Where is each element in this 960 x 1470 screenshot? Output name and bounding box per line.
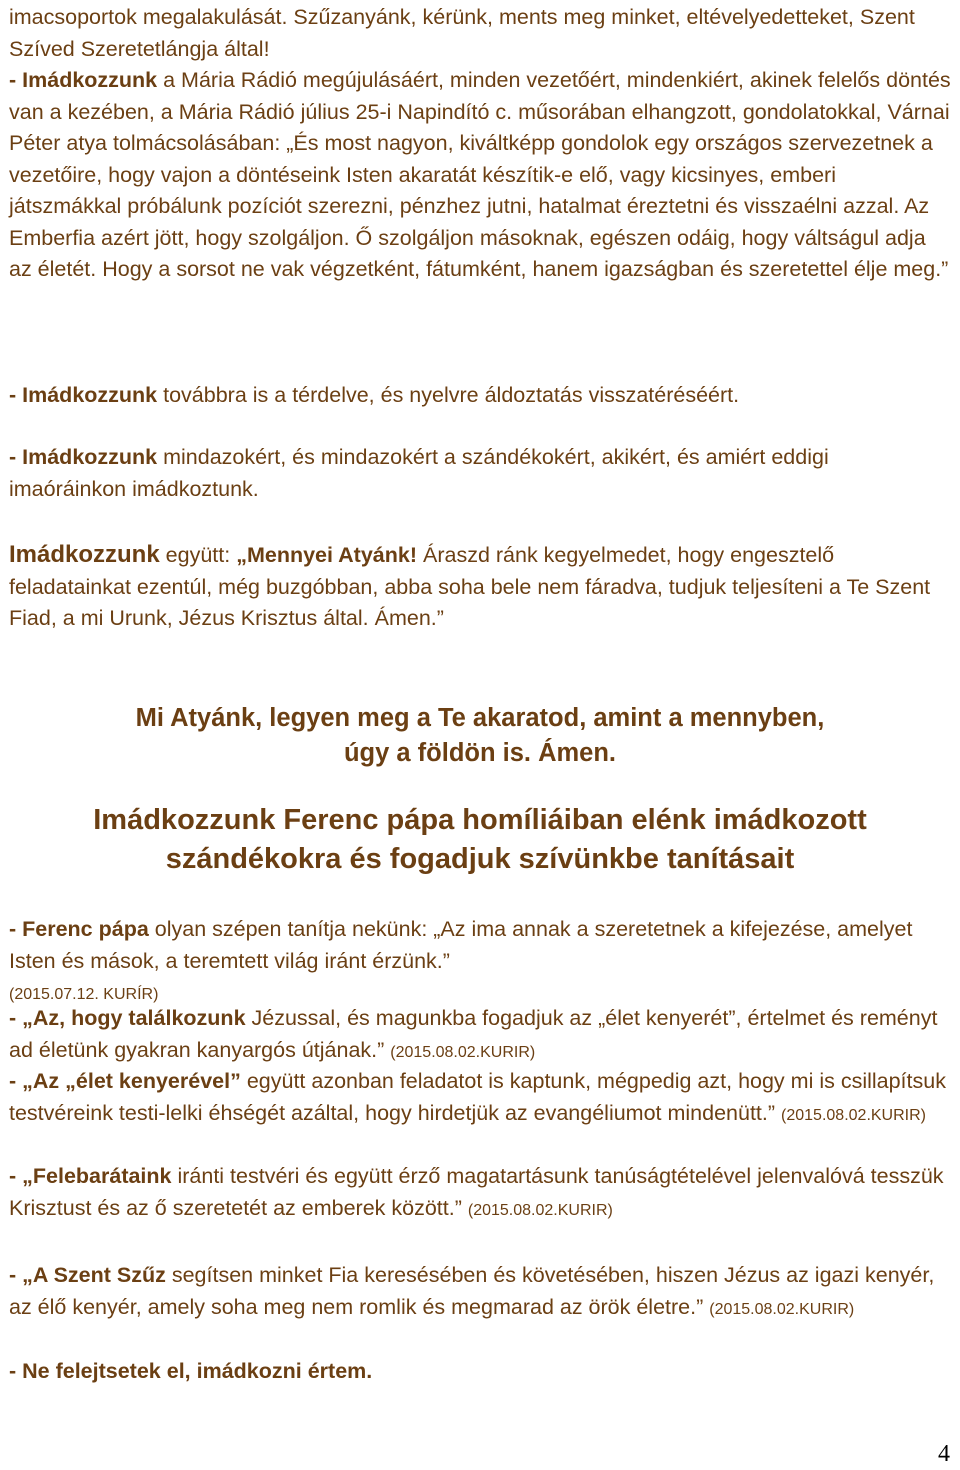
quote-reference: (2015.08.02.KURIR) xyxy=(390,1043,536,1061)
quote-lead: - „A Szent Szűz xyxy=(9,1263,166,1287)
prayer-paragraph-4 xyxy=(9,539,951,635)
quote-text: iránti testvéri és együtt érző magatartásunk tanúságtételével jelenvalóvá tesszük Krisztust és az ő szeretetét az emberek között.” xyxy=(9,1164,944,1220)
quote-1 xyxy=(9,914,951,1011)
quote-text: olyan szépen tanítja nekünk: „Az ima annak a szeretetnek a kifejezése, amelyet Isten és mások, a teremtett világ iránt érzünk.” xyxy=(9,917,913,973)
quote-4 xyxy=(9,1161,951,1226)
keyword-imadkozzunk: - Imádkozzunk xyxy=(9,445,158,469)
intro-paragraph xyxy=(9,2,951,286)
keyword-imadkozzunk: Imádkozzunk xyxy=(9,541,160,568)
prayer-text: együtt: xyxy=(159,543,237,567)
quote-text: együtt azonban feladatot is kaptunk, mégpedig azt, hogy mi is csillapítsuk testvéreink testi-lelki éhségét azáltal, hogy hirdetjük az evangéliumot mindenütt.” xyxy=(9,1069,946,1125)
quote-5 xyxy=(9,1260,951,1325)
quote-reference: (2015.07.12. KURÍR) xyxy=(9,986,159,1003)
title-line: Imádkozzunk Ferenc pápa homíliáiban elénk imádkozott xyxy=(93,804,867,836)
heading-line: úgy a földön is. Ámen. xyxy=(343,739,617,767)
prayer-text: Áraszd ránk kegyelmedet, hogy engesztelő feladatainkat ezentúl, még buzgóbban, abba soha bele nem fáradva, tudjuk teljesíteni a Te Szent Fiad, a mi Urunk, Jézus Krisztus által. Ámen.” xyxy=(9,543,931,630)
quote-lead: - Ferenc pápa xyxy=(9,917,149,941)
quote-reference: (2015.08.02.KURIR) xyxy=(467,1201,613,1219)
section-title xyxy=(0,801,960,879)
heading-line: Mi Atyánk, legyen meg a Te akaratod, amint a mennyben, xyxy=(135,704,825,732)
prayer-text: mindazokért, és mindazokért a szándékokért, akikért, és amiért eddigi imaóráinkon imádkoztunk. xyxy=(9,445,829,501)
prayer-paragraph-2 xyxy=(9,380,951,412)
quote-lead: - „Az „élet kenyerével” xyxy=(9,1069,241,1093)
dash: - xyxy=(9,68,23,92)
quote-lead: - „Az, hogy találkozunk xyxy=(9,1006,246,1030)
quote-text: segítsen minket Fia keresésében és követésében, hiszen Jézus az igazi kenyér, az élő kenyér, amely soha meg nem romlik és megmarad az örök életre.” xyxy=(9,1263,935,1319)
keyword-imadkozzunk: - Imádkozzunk xyxy=(9,383,158,407)
quote-reference: (2015.08.02.KURIR) xyxy=(781,1106,926,1124)
quote-reference: (2015.08.02.KURIR) xyxy=(709,1300,855,1318)
title-line: szándékokra és fogadjuk szívünkbe tanításait xyxy=(165,843,795,875)
our-father-heading xyxy=(0,701,960,771)
intro-text: imacsoportok megalakulását. Szűzanyánk, kérünk, ments meg minket, eltévelyedetteket, Szent Szíved Szeretetlángja által! xyxy=(9,5,915,61)
quote-3 xyxy=(9,1066,951,1131)
prayer-text: továbbra is a térdelve, és nyelvre áldoztatás visszatéréséért. xyxy=(157,383,740,407)
keyword-imadkozzunk: Imádkozzunk xyxy=(22,68,158,92)
radio-prayer-text: a Mária Rádió megújulásáért, minden vezetőért, mindenkiért, akinek felelős döntés van a kezében, a Mária Rádió július 25-i Napindító c. műsorában elhangzott, gondolatokkal, Várnai Péter atya tolmácsolásában: „És most nagyon, kiváltképp gondolok egy országos szervezetnek a vezetőire, hogy vajon a döntéseink Isten akaratát készítik-e elő, vagy kicsinyes, emberi játszmákkal próbálunk pozíciót szerezni, pénzhez jutni, hatalmat éreztetni és visszaélni azzal. Az Emberfia azért jött, hogy szolgáljon. Ő szolgáljon másoknak, egészen odáig, hogy váltságul adja az életét. Hogy a sorsot ne vak végzetként, fátumként, hanem igazságban és szeretettel élje meg.” xyxy=(9,68,951,281)
quote-lead: - „Felebarátaink xyxy=(9,1164,172,1188)
quote-text: Jézussal, és magunkba fogadjuk az „élet kenyerét”, értelmet és reményt ad életünk gyakran kanyargós útjának.” xyxy=(9,1006,938,1062)
quote-2 xyxy=(9,1003,951,1068)
closing-line: - Ne felejtsetek el, imádkozni értem. xyxy=(9,1359,373,1383)
page-number: 4 xyxy=(938,1441,950,1467)
prayer-paragraph-3 xyxy=(9,442,951,505)
mennyei-atyank: „Mennyei Atyánk! xyxy=(236,543,418,567)
